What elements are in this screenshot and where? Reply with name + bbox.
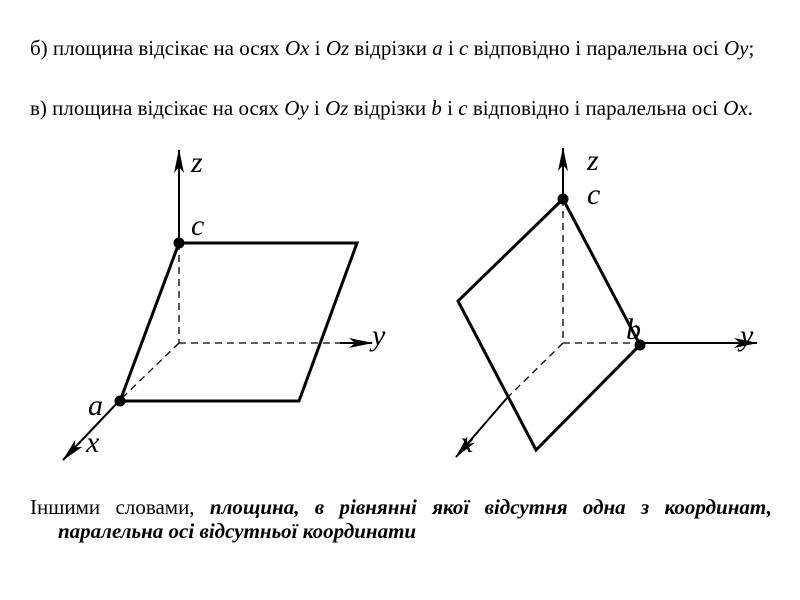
figure-left [63,146,386,460]
para-v-axis-oy: Oy [284,96,309,120]
para-b-axis-ox: Ox [284,36,310,60]
para-v-and: і [308,96,326,120]
para-v-seg-b: b [431,96,442,120]
right-label-c: c [587,178,601,211]
right-label-x: x [460,426,474,459]
left-label-c: c [191,209,205,242]
left-point-c [174,238,185,249]
left-label-z: z [191,146,203,179]
conclusion-emphasis: площина, в рівнянні якої відсутня одна з координат, паралельна осі відсутньої координати [58,495,772,543]
para-b-and: і [309,36,326,60]
para-v-end: . [747,96,753,120]
para-v-mid: відрізки [348,96,432,120]
para-b-axis-oy: Oy [723,36,749,60]
right-label-b: b [626,313,641,346]
left-label-a: a [88,389,103,422]
right-point-c [558,194,569,205]
left-x-axis-hidden [120,343,179,400]
left-plane [120,243,357,401]
para-v-and2: і [441,96,459,120]
right-x-axis-hidden [507,343,563,398]
para-v-axis-oz: Oz [325,96,349,120]
para-b-mid: відрізки [349,36,433,60]
left-label-y: y [372,319,386,352]
para-b-resp: відповідно і паралельна осі [468,36,724,60]
right-label-z: z [587,144,599,177]
para-v-prefix: в) площина відсікає на осях [30,96,285,120]
para-v-resp: відповідно і паралельна осі [467,96,724,120]
para-b-and2: і [442,36,460,60]
conclusion-plain: Іншими словами, [30,495,210,519]
figure-right [456,144,757,459]
para-b-prefix: б) площина відсікає на осях [30,36,285,60]
left-label-x: x [86,426,100,459]
para-b-seg-c: c [459,36,469,60]
conclusion-paragraph [30,495,772,543]
right-plane [458,199,640,450]
left-point-a [115,396,126,407]
para-v-seg-c: c [458,96,468,120]
para-b-end: ; [748,36,755,60]
para-b-axis-oz: Oz [325,36,350,60]
para-v-axis-ox: Ox [723,96,748,120]
right-label-y: y [740,319,754,352]
para-b-seg-a: a [432,36,443,60]
